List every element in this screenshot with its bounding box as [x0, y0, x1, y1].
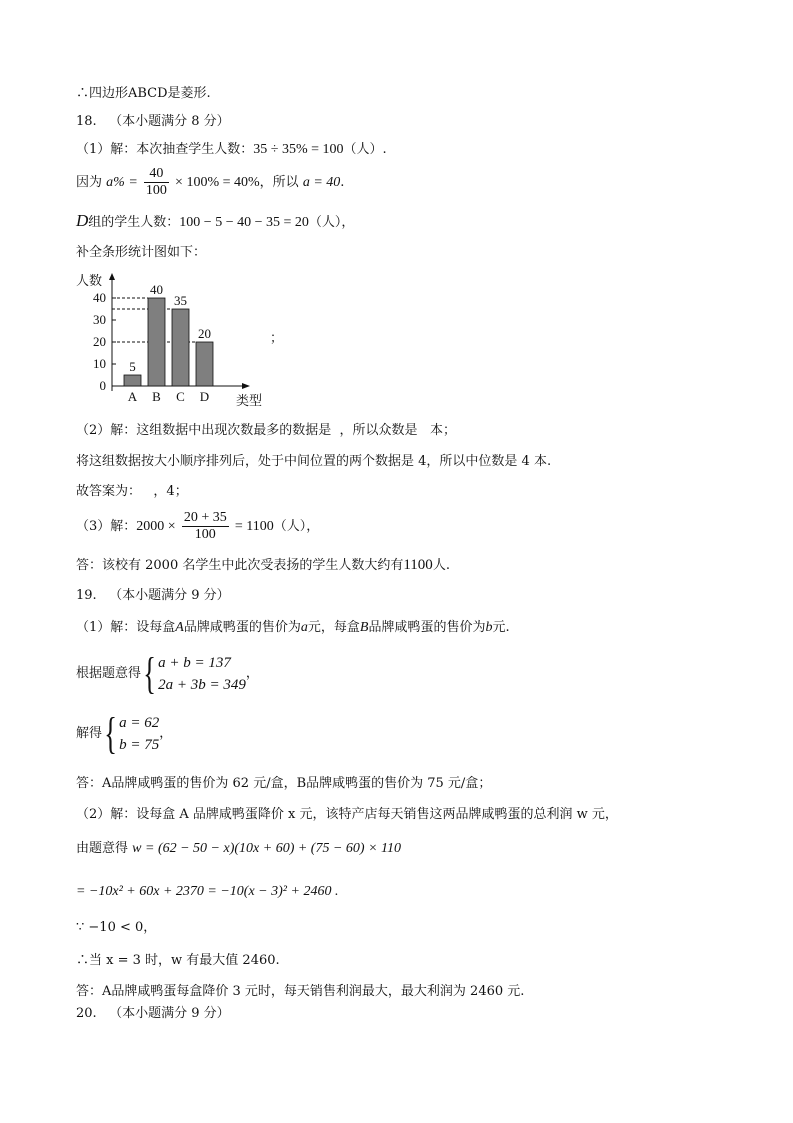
q20-heading: [76, 1005, 230, 1023]
bar-value-label: 5: [129, 359, 136, 374]
q18-part2-median: 将这组数据按大小顺序排列后，处于中间位置的两个数据是 4，所以中位数是 4 本.: [76, 454, 552, 469]
q19-system-1: 根据题意得{ a + b = 137 2a + 3b = 349 ，: [76, 648, 259, 698]
conclusion-line: ∴四边形ABCD是菱形.: [76, 86, 211, 101]
q18-part3-answer: 答：该校有 2000 名学生中此次受表扬的学生人数大约有1100人.: [76, 557, 450, 573]
bar-A: [124, 375, 141, 386]
q19-number: 19.: [76, 588, 97, 603]
q19-part2-setup: （2）解：设每盒 A 品牌咸鸭蛋降价 x 元，该特产店每天销售这两品牌咸鸭蛋的总利润 w 元，: [76, 807, 618, 822]
q18-part3-calc: （3）解：2000 × $\frac{20 + 35}{100}$ = 1100（人），: [76, 510, 320, 542]
bar-B: [148, 298, 165, 386]
q19-since: ∵ −10 < 0，: [76, 920, 157, 935]
y-tick-label: 10: [93, 356, 106, 371]
q18-part1-chart-intro: 补全条形统计图如下：: [76, 245, 207, 260]
solution-system: a = 62 b = 75: [119, 714, 160, 753]
left-brace: {: [143, 648, 156, 698]
q19-score: （本小题满分 9 分）: [109, 588, 230, 603]
q20-number: 20.: [76, 1006, 97, 1021]
fraction: $\frac{20 + 35}{100}$: [183, 510, 227, 542]
q19-system-2: 解得{ a = 62 b = 75 ，: [76, 708, 173, 758]
q18-part1-percent: 因为 a% = $\frac{40}{100}$ × 100% = 40%，所以 a = 40.: [76, 166, 345, 198]
bar-value-label: 40: [150, 282, 163, 297]
bar-chart: [76, 268, 286, 410]
y-tick-label: 20: [93, 334, 106, 349]
category-label: B: [152, 389, 161, 404]
q19-heading: [76, 587, 230, 605]
bar-D: [196, 342, 213, 386]
q18-part1-total: （1）解：本次抽查学生人数：35 ÷ 35% = 100（人）.: [76, 142, 387, 157]
fraction: $\frac{40}{100}$: [145, 166, 167, 198]
q20-score: （本小题满分 9 分）: [109, 1006, 230, 1021]
bar-value-label: 35: [174, 293, 187, 308]
category-label: C: [176, 389, 185, 404]
left-brace: {: [104, 708, 117, 758]
q19-answer-2: 答：A品牌咸鸭蛋每盒降价 3 元时，每天销售利润最大，最大利润为 2460 元.: [76, 984, 525, 999]
x-axis-label: 类型: [236, 394, 263, 409]
q18-part1-groupD: D组的学生人数：100 − 5 − 40 − 35 = 20（人），: [76, 211, 355, 230]
q19-max: ∴当 x = 3 时，w 有最大值 2460.: [76, 953, 280, 968]
q18-heading: [76, 113, 230, 131]
equation-system: a + b = 137 2a + 3b = 349: [158, 654, 246, 693]
y-tick-label: 40: [93, 290, 106, 305]
q18-number: 18.: [76, 114, 97, 129]
q18-part2-answer: 故答案为： ，4；: [76, 484, 188, 499]
y-tick-label: 30: [93, 312, 106, 327]
bar-C: [172, 309, 189, 386]
q19-answer-1: 答：A品牌咸鸭蛋的售价为 62 元/盒，B品牌咸鸭蛋的售价为 75 元/盒；: [76, 776, 492, 791]
q19-part1-setup: （1）解：设每盒A品牌咸鸭蛋的售价为a元，每盒B品牌咸鸭蛋的售价为b元.: [76, 620, 510, 635]
y-axis-arrow: [109, 273, 115, 280]
y-tick-label: 0: [99, 378, 106, 393]
bar-value-label: 20: [198, 326, 211, 341]
category-label: D: [199, 389, 210, 404]
category-label: A: [127, 389, 138, 404]
q19-equation-2: = −10x² + 60x + 2370 = −10(x − 3)² + 2460 .: [76, 884, 339, 899]
x-axis-arrow: [242, 383, 250, 389]
q18-part2-mode: （2）解：这组数据中出现次数最多的数据是 ，所以众数是 本；: [76, 423, 456, 438]
q18-score: （本小题满分 8 分）: [109, 114, 230, 129]
chart-tail: ；: [270, 331, 284, 346]
q19-equation-1: 由题意得 w = (62 − 50 − x)(10x + 60) + (75 − 60) × 110: [76, 841, 401, 856]
y-axis-label: 人数: [76, 274, 103, 289]
